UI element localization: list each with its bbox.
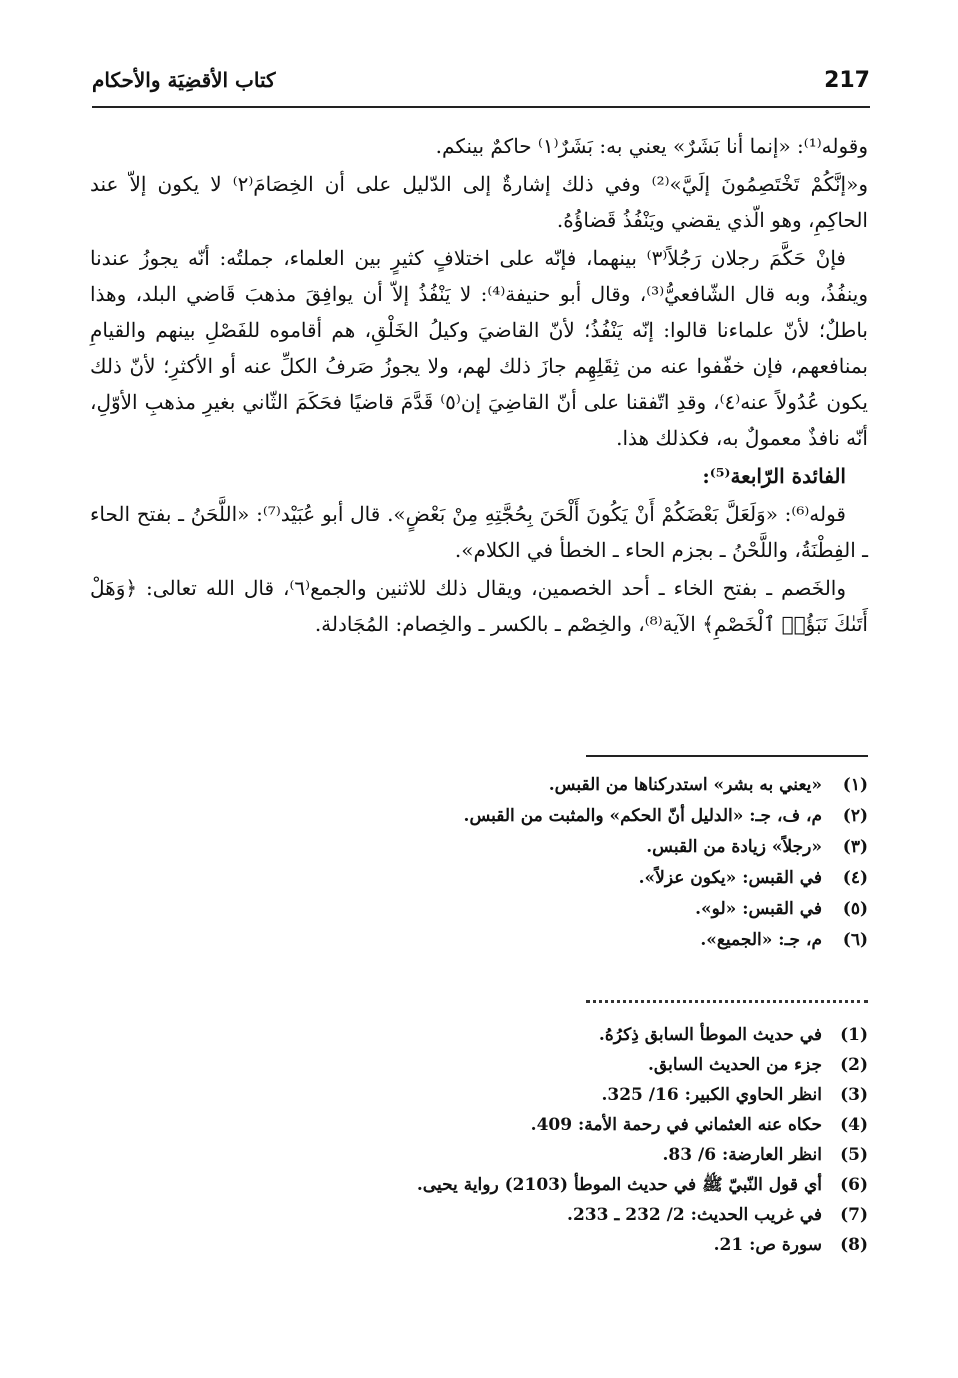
- dotted-separator: [586, 1000, 868, 1003]
- paragraph-1: وقوله⁽¹⁾: «إنما أنا بَشَرٌ» يعني به: بَشَرٌ⁽١⁾ حاكمٌ بينكم.: [435, 134, 868, 158]
- footnote-item: (١)«يعني به بشر» استدركناها من القبس.: [548, 775, 868, 795]
- footnote-item: (4)حكاه عنه العثماني في رحمة الأمة: 409.: [530, 1115, 868, 1135]
- paragraph-2: و«إنَّكُمْ تَخْتَصِمُونَ إلَيَّ»⁽²⁾ وفي ذلك إشارةٌ إلى الدّليل على أن الخِصَامَ⁽٢⁾ لا يكون إلاّ عند الحاكِمِ، وهو الّذي يقضي ويَنْفُذُ قَضاؤُهُ.: [90, 172, 868, 232]
- footnote-item: (8)سورة ص: 21.: [713, 1235, 868, 1255]
- footnote-item: (7)في غريب الحديث: 2/ 232 ـ 233.: [567, 1205, 868, 1225]
- paragraph-4: قوله⁽⁶⁾: «وَلَعَلَّ بَعْضَكُمْ أَنْ يَكُونَ أَلْحَنَ بِحُجَّتِهِ مِنْ بَعْضٍ». قال أبو عُبَيْد⁽⁷⁾: «اللَّحَنُ ـ بفتح الحاء ـ الفِطْنَةُ، واللَّحْنُ ـ بجزم الحاء ـ الخطأ في الكلام».: [90, 502, 868, 562]
- footnote-item: (٥)في القبس: «لو».: [695, 899, 868, 919]
- footnote-item: (3)انظر الحاوي الكبير: 16/ 325.: [601, 1085, 868, 1105]
- section-heading: الفائدة الرّابعة⁽⁵⁾:: [702, 464, 846, 488]
- page-number: 217: [824, 68, 870, 93]
- paragraph-5: والخَصم ـ بفتح الخاء ـ أحد الخصمين، ويقال ذلك للاثنين والجمع⁽٦⁾، قال الله تعالى: ﴿وَهَلْ أَتَىٰكَ نَبَؤُا۟ ٱلْخَصْمِ﴾ الآية⁽⁸⁾، والخِصْم ـ بالكسر ـ والخِصام: المُجَادلة.: [90, 576, 868, 636]
- running-title: كتاب الأقضِيَة والأحكام: [92, 68, 276, 92]
- page-header: [92, 64, 870, 108]
- main-text: [90, 128, 868, 644]
- footnote-item: (2)جزء من الحديث السابق.: [648, 1055, 868, 1075]
- footnote-item: (٦)م، جـ: «الجميع».: [700, 930, 868, 950]
- footnote-item: (1)في حديث الموطأ السابق ذِكرُهُ.: [598, 1025, 868, 1045]
- paragraph-3: فإنْ حَكَّمَ رجلان رَجُلاً⁽٣⁾ بينهما، فإنّه على اختلافٍ كثيرٍ بين العلماء، جملتُه: أنّه يجوزُ عندنا وينفُذُ، وبه قال الشّافعيُّ⁽³⁾، وقال أبو حنيفة⁽⁴⁾: لا يَنْفُذُ إلاّ أن يوافِقَ مذهبَ قَاضي البلد، وهذا باطلٌ؛ لأنّ علماءنا قالوا: إنّه يَنْفُذُ؛ لأنّ القاضيَ وكيلُ الخَلْقِ، هم أقاموه للفَصْلِ بينهم والقيامِ بمنافعهم، فإن خفّفوا عنه من ثِقَلِهِم جازَ ذلك لهم، ولا يجوزُ صَرفُ الكلِّ عنه أو الأكثرِ؛ لأنّ ذلك يكون عُدُولاً عنه⁽٤⁾، وقدِ اتّفقنا على أنّ القاضِيَ إن⁽٥⁾ قَدَّمَ قاضيًا فحَكَمَ الثّاني بغيرِ مذهبِ الأوّلِ، أنّه نافذٌ معمولٌ به، فكذلك هذا.: [90, 246, 868, 450]
- manuscript-footnotes: [90, 770, 868, 956]
- footnote-item: (٢)م، ف، جـ: «الدليل أنّ الحكم» والمثبت من القبس.: [463, 806, 868, 826]
- footnote-item: (6)أي قول النّبيّ ﷺ في حديث الموطأ (2103) رواية يحيى.: [416, 1175, 868, 1195]
- footnote-item: (٤)في القبس: «يكون عزلاً».: [638, 868, 868, 888]
- footnote-item: (5)انظر العارضة: 6/ 83.: [662, 1145, 868, 1165]
- reference-footnotes: [90, 1020, 868, 1260]
- footnote-item: (٣)«رجلاً» زيادة من القبس.: [646, 837, 868, 857]
- footnote-separator: [586, 755, 868, 757]
